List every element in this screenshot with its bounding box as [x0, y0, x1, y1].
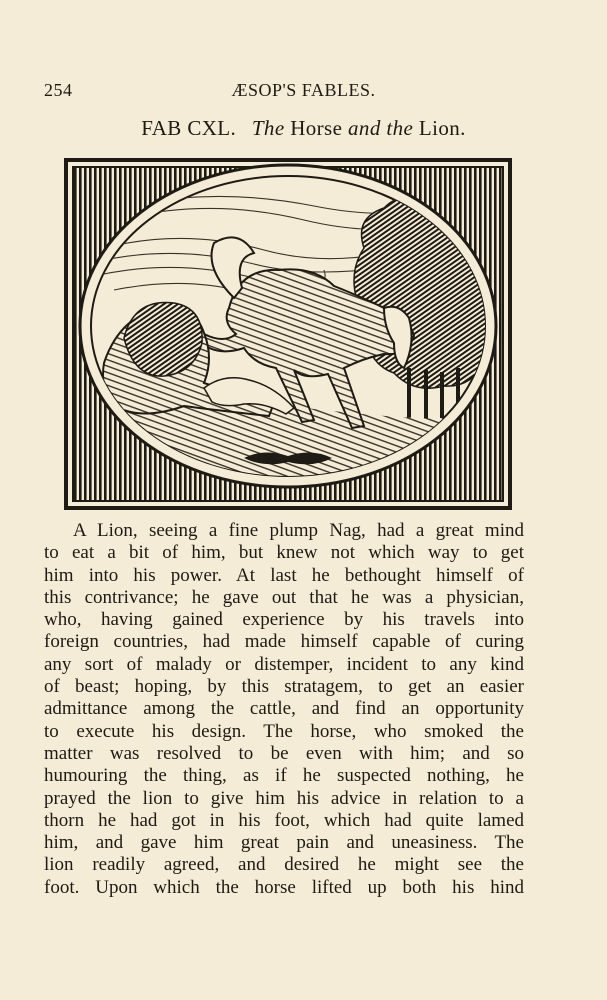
fable-title-word: The [251, 116, 285, 140]
fable-text [44, 520, 524, 899]
text-line: matter was resolved to be even with him; and so [44, 742, 524, 764]
text-line: of beast; hoping, by this stratagem, to get an easier [44, 676, 524, 698]
text-line: this contrivance; he gave out that he was a physician, [44, 586, 524, 608]
text-line: thorn he had got in his foot, which had quite lamed [44, 809, 524, 831]
text-line: him, and gave him great pain and uneasiness. The [44, 832, 524, 854]
text-line: humouring the thing, as if he suspected nothing, he [44, 765, 524, 787]
text-line: foreign countries, had made himself capable of curing [44, 631, 524, 653]
fable-title-word: the [386, 116, 414, 140]
fable-title [44, 116, 563, 141]
fable-number: FAB CXL. [141, 116, 237, 140]
fable-title-word: Lion. [418, 116, 466, 140]
text-line: lion readily agreed, and desired he might see the [44, 854, 524, 876]
text-line: who, having gained experience by his travels into [44, 609, 524, 631]
fable-title-word: Horse [290, 116, 343, 140]
text-line: him into his power. At last he bethought himself of [44, 564, 524, 586]
text-line: any sort of malady or distemper, incident to any kind [44, 653, 524, 675]
woodcut-horse-kicking-lion-icon [64, 158, 512, 510]
page-number: 254 [44, 80, 73, 100]
text-line: to eat a bit of him, but knew not which way to get [44, 542, 524, 564]
text-line: to execute his design. The horse, who smoked the [44, 720, 524, 742]
text-line: foot. Upon which the horse lifted up both his hind [44, 876, 524, 898]
running-head [44, 80, 563, 106]
book-title: ÆSOP'S FABLES. [231, 80, 376, 100]
lion-mane [124, 302, 202, 376]
text-line: prayed the lion to give him his advice in relation to a [44, 787, 524, 809]
text-line: admittance among the cattle, and find an opportunity [44, 698, 524, 720]
text-line: A Lion, seeing a fine plump Nag, had a great mind [73, 520, 524, 541]
fable-title-word: and [348, 116, 381, 140]
